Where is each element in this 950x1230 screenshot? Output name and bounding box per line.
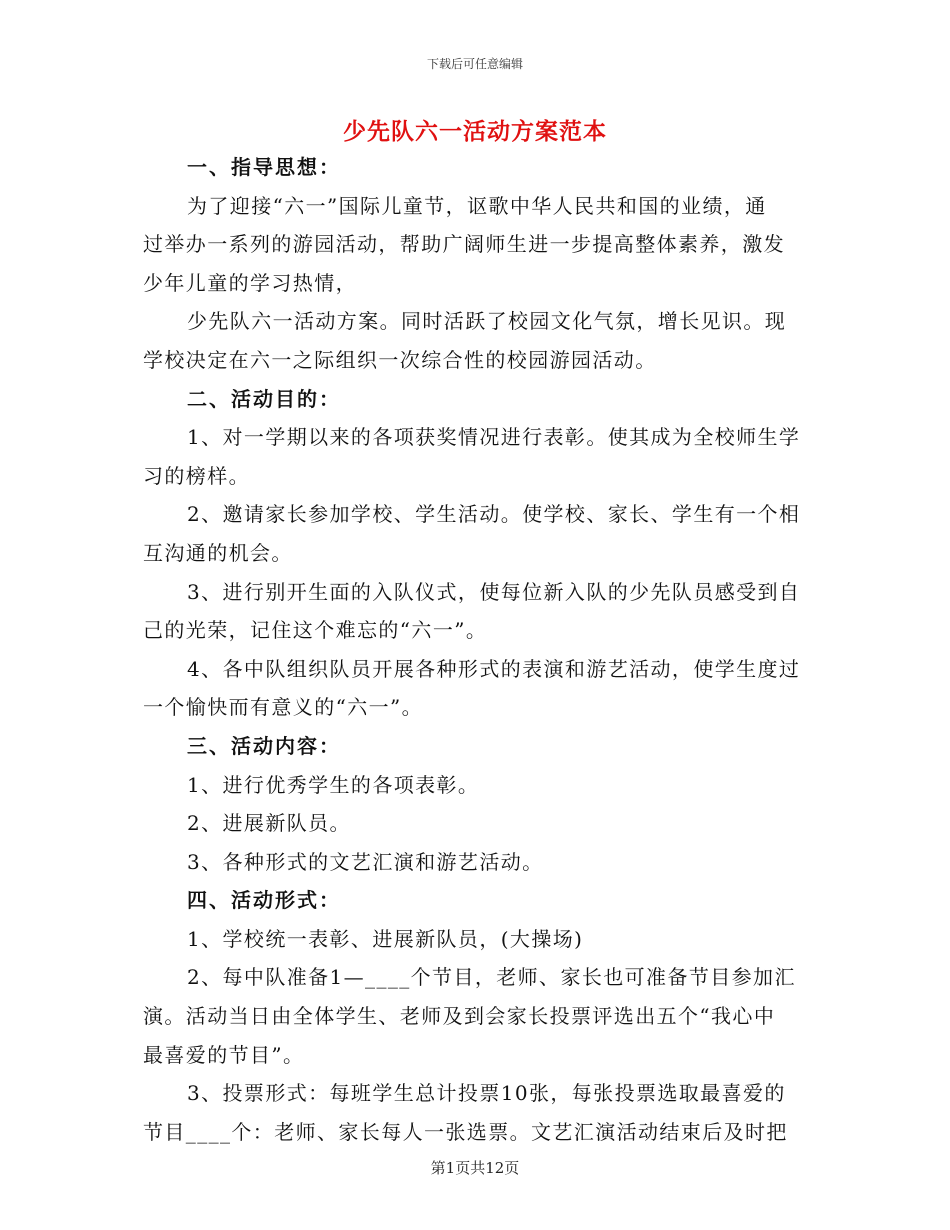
section-heading: 二、活动目的： <box>187 386 341 411</box>
list-item-line: 3、各种形式的文艺汇演和游艺活动。 <box>187 849 544 874</box>
list-item-line: 2、进展新队员。 <box>187 811 351 836</box>
list-item-line: 节目____个：老师、家长每人一张选票。文艺汇演活动结束后及时把 <box>143 1119 788 1144</box>
document-title: 少先队六一活动方案范本 <box>343 118 607 145</box>
list-item-line: 习的榜样。 <box>143 463 250 488</box>
list-item-line: 互沟通的机会。 <box>143 540 293 565</box>
paragraph-line: 学校决定在六一之际组织一次综合性的校园游园活动。 <box>143 347 657 372</box>
list-item-line: 1、学校统一表彰、进展新队员，(大操场) <box>187 926 584 951</box>
section-heading: 一、指导思想： <box>187 155 341 179</box>
list-item-line: 1、对一学期以来的各项获奖情况进行表彰。使其成为全校师生学 <box>187 425 801 450</box>
list-item-line: 演。活动当日由全体学生、老师及到会家长投票评选出五个“我心中 <box>143 1004 776 1029</box>
list-item-line: 2、每中队准备1—____个节目，老师、家长也可准备节目参加汇 <box>187 965 796 990</box>
paragraph-line: 少先队六一活动方案。同时活跃了校园文化气氛，增长见识。现 <box>187 309 787 334</box>
paragraph-line: 过举办一系列的游园活动，帮助广阔师生进一步提高整体素养，激发 <box>143 232 785 257</box>
list-item-line: 己的光荣，记住这个难忘的“六一”。 <box>143 618 488 643</box>
page-number: 第1页共12页 <box>430 1159 520 1177</box>
list-item-line: 3、进行别开生面的入队仪式，使每位新入队的少先队员感受到自 <box>187 579 801 604</box>
list-item-line: 最喜爱的节目”。 <box>143 1042 305 1067</box>
section-heading: 三、活动内容： <box>187 733 341 758</box>
list-item-line: 2、邀请家长参加学校、学生活动。使学校、家长、学生有一个相 <box>187 502 801 527</box>
document-body <box>143 148 808 1151</box>
list-item-line: 3、投票形式：每班学生总计投票10张，每张投票选取最喜爱的 <box>187 1081 786 1106</box>
paragraph-line: 为了迎接“六一”国际儿童节，讴歌中华人民共和国的业绩，通 <box>187 193 767 218</box>
list-item-line: 1、进行优秀学生的各项表彰。 <box>187 772 480 797</box>
header-note: 下载后可任意编辑 <box>426 57 523 71</box>
list-item-line: 4、各中队组织队员开展各种形式的表演和游艺活动，使学生度过 <box>187 656 801 681</box>
paragraph-line: 少年儿童的学习热情， <box>143 270 357 295</box>
section-heading: 四、活动形式： <box>187 888 341 913</box>
list-item-line: 一个愉快而有意义的“六一”。 <box>143 695 424 720</box>
